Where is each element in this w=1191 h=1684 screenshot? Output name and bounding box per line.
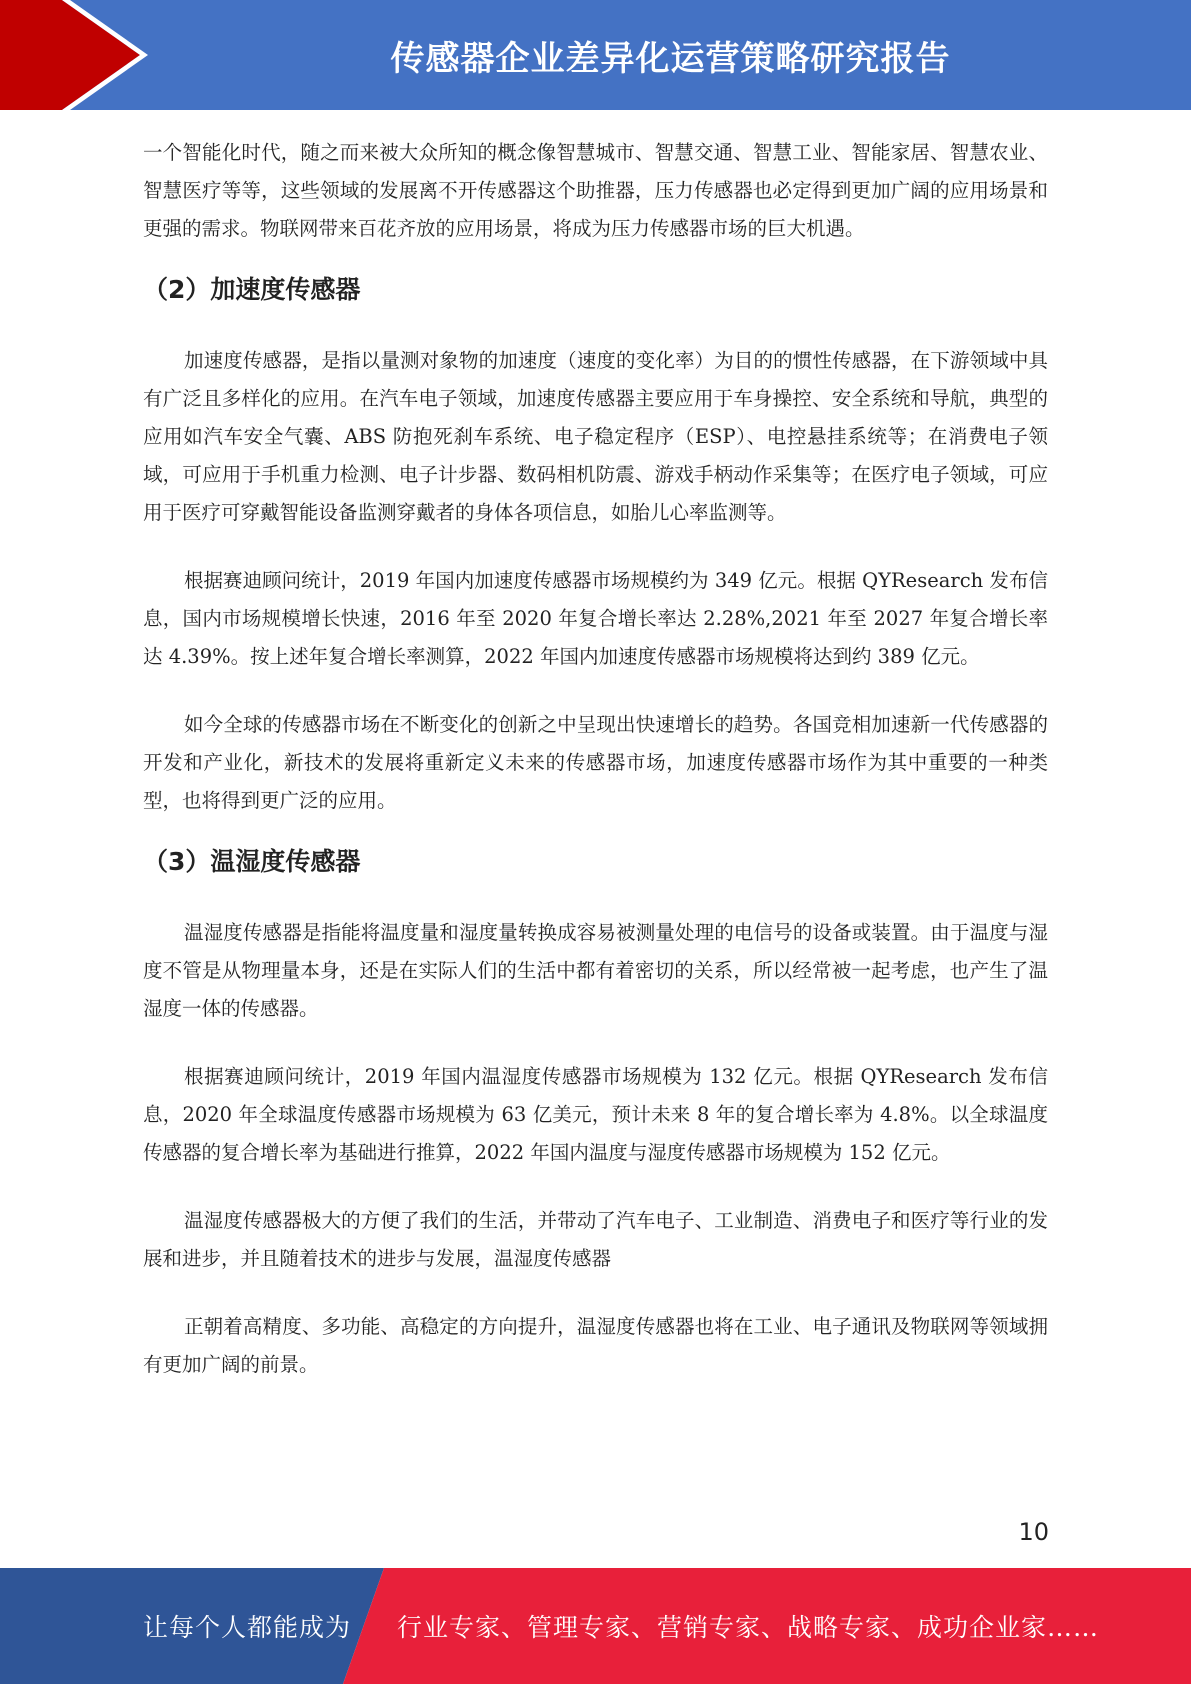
footer-slogan-right: 行业专家、管理专家、营销专家、战略专家、成功企业家…… [397,1613,1100,1642]
body-paragraph: 根据赛迪顾问统计，2019 年国内温湿度传感器市场规模为 132 亿元。根据 QYResearch 发布信息，2020 年全球温度传感器市场规模为 63 亿美元，预计未来 8 年的复合增长率为 4.8%。以全球温度传感器的复合增长率为基础进行推算，2022 年国内温度与湿度传感器市场规模为 152 亿元。 [143,1065,1048,1164]
body-paragraph: 如今全球的传感器市场在不断变化的创新之中呈现出快速增长的趋势。各国竞相加速新一代传感器的开发和产业化，新技术的发展将重新定义未来的传感器市场，加速度传感器市场作为其中重要的一种类型，也将得到更广泛的应用。 [143,713,1048,812]
body-paragraph: 根据赛迪顾问统计，2019 年国内加速度传感器市场规模约为 349 亿元。根据 QYResearch 发布信息，国内市场规模增长快速，2016 年至 2020 年复合增长率达 2.28%,2021 年至 2027 年复合增长率达 4.39%。按上述年复合增长率测算，2022 年国内加速度传感器市场规模将达到约 389 亿元。 [143,569,1048,668]
body-paragraph: 温湿度传感器极大的方便了我们的生活，并带动了汽车电子、工业制造、消费电子和医疗等行业的发展和进步，并且随着技术的进步与发展，温湿度传感器 [143,1209,1048,1270]
page-number: 10 [1018,1518,1049,1546]
intro-paragraph: 一个智能化时代，随之而来被大众所知的概念像智慧城市、智慧交通、智慧工业、智能家居、智慧农业、智慧医疗等等，这些领域的发展离不开传感器这个助推器，压力传感器也必定得到更加广阔的应用场景和更强的需求。物联网带来百花齐放的应用场景，将成为压力传感器市场的巨大机遇。 [143,141,1048,240]
body-paragraph: 正朝着高精度、多功能、高稳定的方向提升，温湿度传感器也将在工业、电子通讯及物联网等领域拥有更加广阔的前景。 [143,1315,1048,1376]
body-paragraph: 温湿度传感器是指能将温度量和湿度量转换成容易被测量处理的电信号的设备或装置。由于温度与湿度不管是从物理量本身，还是在实际人们的生活中都有着密切的关系，所以经常被一起考虑，也产生了温湿度一体的传感器。 [143,921,1048,1020]
header-arrow-graphic [0,0,160,110]
page-footer [0,1568,1191,1684]
footer-slogan-left: 让每个人都能成为 [143,1613,352,1642]
section-heading-accelerometer: （2）加速度传感器 [143,275,361,304]
page-header [0,0,1191,110]
report-title: 传感器企业差异化运营策略研究报告 [390,38,951,79]
body-paragraph: 加速度传感器，是指以量测对象物的加速度（速度的变化率）为目的的惯性传感器，在下游领域中具有广泛且多样化的应用。在汽车电子领域，加速度传感器主要应用于车身操控、安全系统和导航，典型的应用如汽车安全气囊、ABS 防抱死刹车系统、电子稳定程序（ESP）、电控悬挂系统等；在消费电子领域，可应用于手机重力检测、电子计步器、数码相机防震、游戏手柄动作采集等；在医疗电子领域，可应用于医疗可穿戴智能设备监测穿戴者的身体各项信息，如胎儿心率监测等。 [143,349,1048,524]
main-content [143,134,1048,1384]
section-heading-temp-humidity: （3）温湿度传感器 [143,847,361,876]
